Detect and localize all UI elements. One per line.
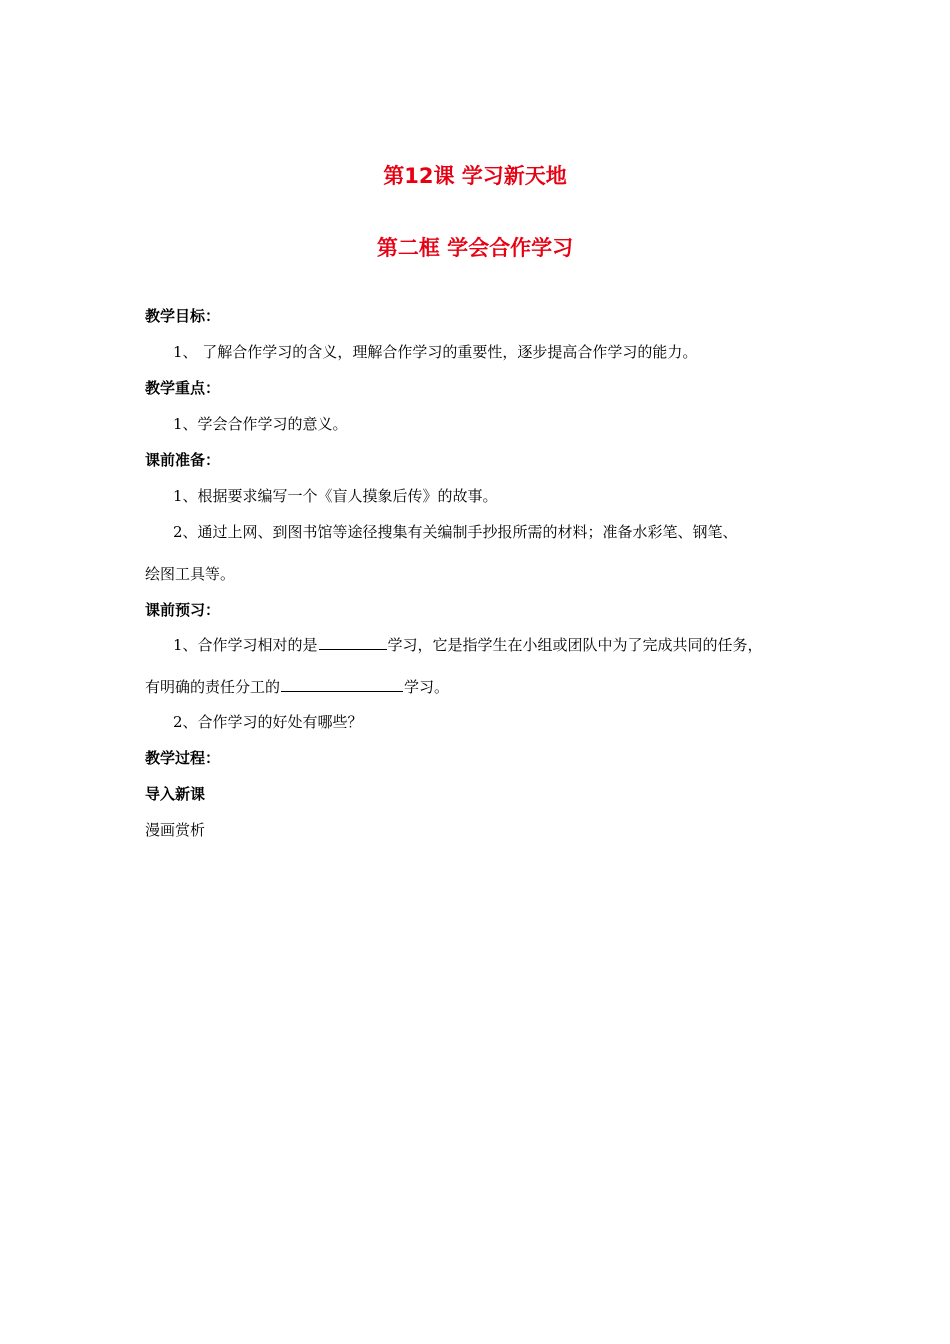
lesson-title: 第12课 学习新天地 xyxy=(383,164,567,188)
process-text: 漫画赏析 xyxy=(145,821,206,839)
preparation-item-2: 2、通过上网、到图书馆等途径搜集有关编制手抄报所需的材料；准备水彩笔、钢笔、 xyxy=(173,523,738,541)
fill-blank-2[interactable] xyxy=(281,677,403,692)
process-subheading: 导入新课 xyxy=(145,785,206,803)
preparation-item-2-cont: 绘图工具等。 xyxy=(145,565,236,583)
preparation-heading: 课前准备： xyxy=(145,451,221,469)
preview-q1-text-a: 1、合作学习相对的是 xyxy=(173,636,318,654)
preview-question-1 xyxy=(173,634,763,655)
preview-q1-text-c: 有明确的责任分工的 xyxy=(145,678,281,696)
preview-heading: 课前预习： xyxy=(145,601,221,619)
goals-heading: 教学目标： xyxy=(145,307,221,325)
key-points-heading: 教学重点： xyxy=(145,379,221,397)
fill-blank-1[interactable] xyxy=(319,635,387,650)
goals-item: 1、 了解合作学习的含义，理解合作学习的重要性，逐步提高合作学习的能力。 xyxy=(173,343,698,361)
lesson-subtitle: 第二框 学会合作学习 xyxy=(376,236,574,260)
preview-question-1-cont xyxy=(145,676,449,697)
preview-q1-text-b: 学习，它是指学生在小组或团队中为了完成共同的任务， xyxy=(387,636,763,654)
process-heading: 教学过程： xyxy=(145,749,221,767)
preview-q1-text-d: 学习。 xyxy=(404,678,450,696)
preview-question-2: 2、合作学习的好处有哪些？ xyxy=(173,713,363,731)
preparation-item-1: 1、根据要求编写一个《盲人摸象后传》的故事。 xyxy=(173,487,498,505)
key-points-item: 1、学会合作学习的意义。 xyxy=(173,415,348,433)
